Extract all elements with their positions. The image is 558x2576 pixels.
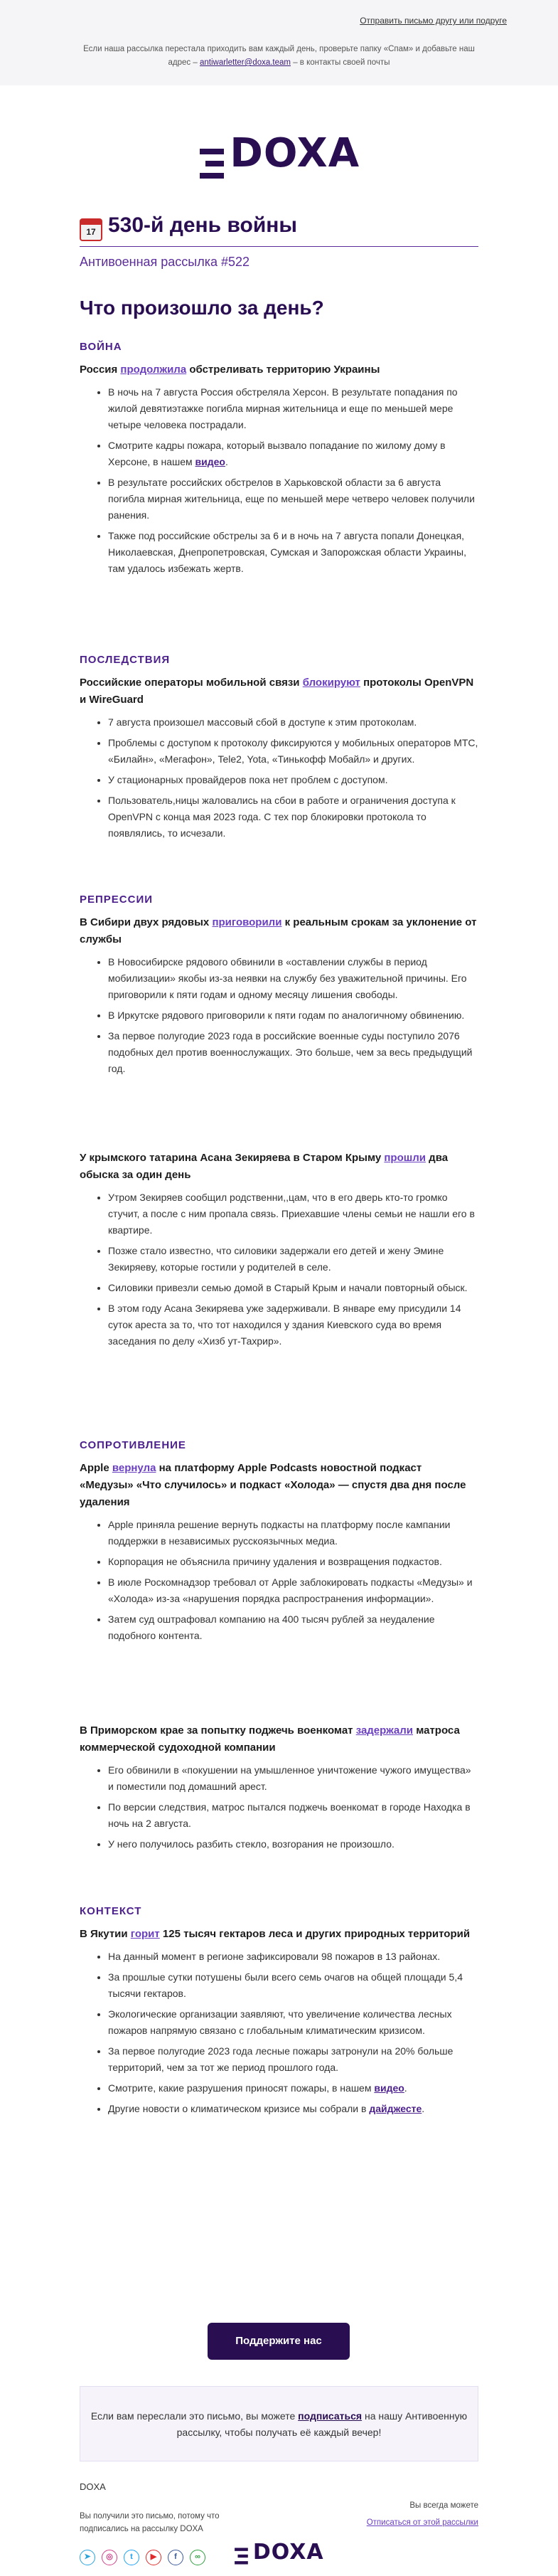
support-us-button[interactable]: Поддержите нас — [208, 2323, 350, 2360]
list-item: • Смотрите, какие разрушения приносят пожары, в нашем видео. — [108, 2080, 478, 2097]
list-item: • Экологические организации заявляют, что увеличение количества лесных пожаров напрямую связано с глобальным климатическим кризисом. — [108, 2006, 478, 2039]
list-item: • В Иркутске рядового приговорили к пяти годам по аналогичному обвинению. — [108, 1007, 478, 1024]
story-source-link[interactable]: приговорили — [212, 916, 282, 928]
footer-always: Вы всегда можете — [409, 2501, 478, 2510]
video-link[interactable]: видео — [195, 456, 225, 467]
email-body — [0, 85, 558, 2576]
story-bullets — [80, 714, 478, 842]
section-repressions — [80, 894, 478, 1081]
calendar-icon: 17 — [80, 218, 102, 241]
list-item: • В этом году Асана Зекиряева уже задерживали. В январе ему присудили 14 суток ареста за то, что тот находился у здания Киевского суда во время заседания по делу «Хизб ут-Тахрир». — [108, 1300, 478, 1350]
list-item: • По версии следствия, матрос пытался поджечь военкомат в городе Находка в ночь на 2 августа. — [108, 1799, 478, 1832]
day-title: 530-й день войны — [108, 213, 298, 237]
list-item: • Позже стало известно, что силовики задержали его детей и жену Эмине Зекиряеву, которые гостили у родителей в селе. — [108, 1243, 478, 1276]
list-item: • Корпорация не объяснила причину удаления и возвращения подкастов. — [108, 1554, 478, 1570]
story-source-link[interactable]: продолжила — [120, 364, 187, 376]
facebook-icon[interactable]: f — [168, 2550, 183, 2565]
list-item: • У него получилось разбить стекло, возгорания не произошло. — [108, 1836, 478, 1853]
footer-reason: Вы получили это письмо, потому что подписались на рассылку DOXA — [80, 2512, 220, 2533]
preheader — [0, 0, 558, 85]
story-source-link[interactable]: горит — [130, 1928, 160, 1940]
story-bullets — [80, 1517, 478, 1644]
story-primorye-arson — [80, 1722, 478, 1857]
section-title: РЕПРЕССИИ — [80, 894, 154, 906]
story-crimea-search — [80, 1150, 478, 1354]
story-bullets — [80, 954, 478, 1077]
header-divider — [80, 246, 478, 247]
unsubscribe-link[interactable]: Отписаться от этой рассылки — [366, 2518, 478, 2527]
list-item: • В результате российских обстрелов в Харьковской области за 6 августа погибла мирная жительница, еще по меньшей мере четверо человек получили ранения. — [108, 475, 478, 524]
section-title: СОПРОТИВЛЕНИЕ — [80, 1439, 186, 1451]
video-link[interactable]: видео — [374, 2082, 404, 2094]
list-item: • За прошлые сутки потушены были всего семь очагов на общей площади 5,4 тысячи гектаров. — [108, 1969, 478, 2002]
list-item: • На данный момент в регионе зафиксировали 98 пожаров в 13 районах. — [108, 1949, 478, 1965]
twitter-icon[interactable]: t — [124, 2550, 139, 2565]
subscribe-text-end: на нашу Антивоенную рассылку, чтобы получать её каждый вечер! — [176, 2410, 468, 2438]
doxa-logo[interactable] — [0, 130, 558, 180]
story-headline: В Якутии горит 125 тысяч гектаров леса и других природных территорий — [80, 1928, 471, 1940]
section-war — [80, 341, 478, 581]
section-resistance — [80, 1439, 478, 1648]
list-item: • За первое полугодие 2023 года в российские военные суды поступило 2076 подобных дел против военнослужащих. Это больше, чем за весь предыдущий год. — [108, 1028, 478, 1077]
list-item: • 7 августа произошел массовый сбой в доступе к этим протоколам. — [108, 714, 478, 731]
story-headline: В Сибири двух рядовых приговорили к реальным срокам за уклонение от службы — [80, 916, 477, 945]
section-title: ПОСЛЕДСТВИЯ — [80, 654, 171, 666]
instagram-icon[interactable]: ◎ — [102, 2550, 117, 2565]
subscribe-link[interactable]: подписаться — [298, 2410, 363, 2422]
newsletter-email-link[interactable]: antiwarletter@doxa.team — [199, 58, 291, 67]
story-source-link[interactable]: блокируют — [302, 677, 360, 689]
story-headline: В Приморском крае за попытку поджечь военкомат задержали матроса коммерческой судоходной компании — [80, 1724, 460, 1754]
list-item: • Силовики привезли семью домой в Старый Крым и начали повторный обыск. — [108, 1280, 478, 1296]
list-item: • В Новосибирске рядового обвинили в «оставлении службы в период мобилизации» якобы из-за неявки на службу без уважительной причины. Его приговорили к пяти годам и одному месяцу лишения свободы. — [108, 954, 478, 1003]
story-source-link[interactable]: прошли — [384, 1152, 426, 1164]
list-item: • Проблемы с доступом к протоколу фиксируются у мобильных операторов МТС, «Билайн», «Мегафон», Tele2, Yota, «Тинькофф Мобайл» и других. — [108, 735, 478, 768]
page-title: Что произошло за день? — [80, 297, 324, 319]
list-item: • В ночь на 7 августа Россия обстреляла Херсон. В результате попадания по жилой девятиэтажке погибла мирная жительница и еще по меньшей мере четыре человека пострадали. — [108, 384, 478, 433]
spam-notice — [71, 43, 487, 70]
list-item: • Смотрите кадры пожара, который вызвало попадание по жилому дому в Херсоне, в нашем видео. — [108, 438, 478, 470]
subscribe-box — [80, 2386, 478, 2461]
list-item: • У стационарных провайдеров пока нет проблем с доступом. — [108, 772, 478, 788]
doxa-logo-mark-icon — [234, 2547, 250, 2565]
list-item: • Apple приняла решение вернуть подкасты на платформу после кампании поддержки в независимых русскоязычных медиа. — [108, 1517, 478, 1549]
day-counter — [80, 213, 297, 241]
footer — [80, 2481, 478, 2561]
spam-notice-text-end: – в контакты своей почты — [291, 58, 390, 67]
spam-notice-text: Если наша рассылка перестала приходить вам каждый день, проверьте папку «Спам» и добавьте наш адрес – — [83, 45, 475, 67]
story-bullets — [80, 1762, 478, 1853]
youtube-icon[interactable]: ▶ — [146, 2550, 161, 2565]
story-source-link[interactable]: задержали — [355, 1724, 414, 1737]
doxa-logo-mark-icon — [198, 147, 227, 180]
story-bullets — [80, 1949, 478, 2117]
section-title: КОНТЕКСТ — [80, 1905, 142, 1917]
list-item: • Пользователь,ницы жаловались на сбои в работе и ограничения доступа к OpenVPN с конца мая 2023 года. С тех пор блокировки протокола то появлялись, то исчезали. — [108, 793, 478, 842]
story-bullets — [80, 384, 478, 577]
story-headline: Apple вернула на платформу Apple Podcasts новостной подкаст «Медузы» «Что случилось» и подкаст «Холода» — спустя два дня после удаления — [80, 1462, 466, 1508]
issue-number: Антивоенная рассылка #522 — [80, 255, 250, 269]
story-headline: Российские операторы мобильной связи блокируют протоколы OpenVPN и WireGuard — [80, 677, 474, 706]
list-item: • Его обвинили в «покушении на умышленное уничтожение чужого имущества» и поместили под домашний арест. — [108, 1762, 478, 1795]
section-consequences — [80, 654, 478, 846]
doxa-logo-text: DOXA — [230, 130, 360, 176]
story-source-link[interactable]: вернула — [112, 1462, 156, 1474]
digest-link[interactable]: дайджесте — [369, 2103, 422, 2114]
footer-brand: DOXA — [80, 2481, 106, 2492]
list-item: • В июле Роскомнадзор требовал от Apple заблокировать подкасты «Медузы» и «Холода» из-за «нарушения порядка распространения информации». — [108, 1574, 478, 1607]
story-headline: У крымского татарина Асана Зекиряева в Старом Крыму прошли два обыска за один день — [80, 1152, 449, 1181]
footer-doxa-logo[interactable] — [0, 2540, 558, 2565]
list-item: • Затем суд оштрафовал компанию на 400 тысяч рублей за неудаление подобного контента. — [108, 1611, 478, 1644]
list-item: • Другие новости о климатическом кризисе мы собрали в дайджесте. — [108, 2101, 478, 2117]
link-icon[interactable]: ∞ — [190, 2550, 205, 2565]
doxa-logo-text: DOXA — [252, 2540, 324, 2565]
list-item: • Также под российские обстрелы за 6 и в ночь на 7 августа попали Донецкая, Николаевская, Днепропетровская, Сумская и Запорожская области Украины, там удалось избежать жертв. — [108, 528, 478, 577]
section-title: ВОЙНА — [80, 341, 122, 353]
section-context — [80, 1905, 478, 2121]
list-item: • Утром Зекиряев сообщил родственни,,цам, что в его дверь кто-то громко стучит, а после с ним пропала связь. Приехавшие члены семьи не нашли его в квартире. — [108, 1189, 478, 1239]
telegram-icon[interactable]: ➤ — [80, 2550, 95, 2565]
subscribe-text: Если вам переслали это письмо, вы можете — [90, 2410, 299, 2422]
story-bullets — [80, 1189, 478, 1350]
story-headline: Россия продолжила обстреливать территорию Украины — [80, 364, 380, 376]
list-item: • За первое полугодие 2023 года лесные пожары затронули на 20% больше территорий, чем за тот же период прошлого года. — [108, 2043, 478, 2076]
forward-to-friend-link[interactable]: Отправить письмо другу или подруге — [360, 16, 507, 26]
